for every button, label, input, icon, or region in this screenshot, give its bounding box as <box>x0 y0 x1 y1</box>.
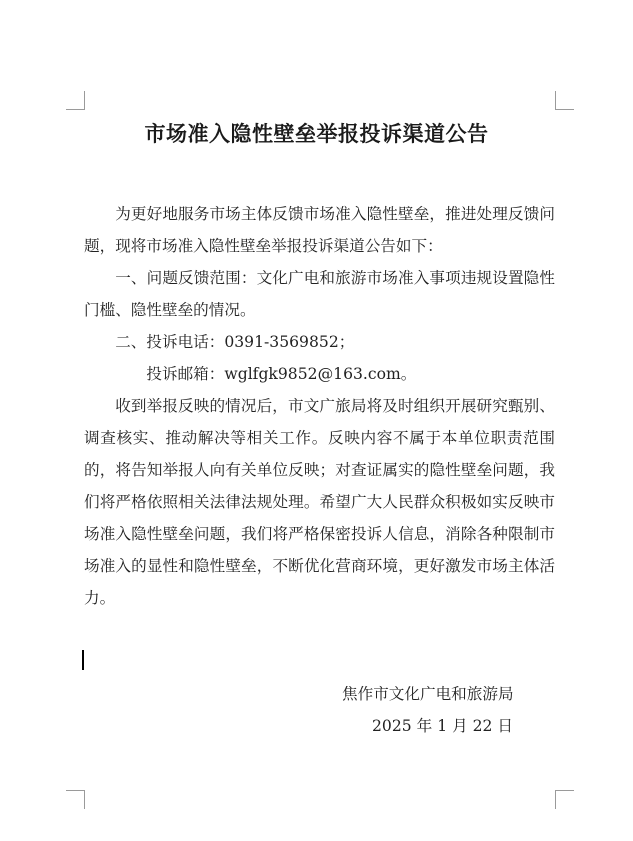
crop-mark-bottom-left <box>66 790 85 809</box>
document-title: 市场准入隐性壁垒举报投诉渠道公告 <box>144 121 489 146</box>
paragraph-scope: 一、问题反馈范围：文化广电和旅游市场准入事项违规设置隐性门槛、隐性壁垒的情况。 <box>84 269 555 319</box>
text-cursor <box>82 650 84 670</box>
paragraph-handling: 收到举报反映的情况后，市文广旅局将及时组织开展研究甄别、调查核实、推动解决等相关工作。反映内容不属于本单位职责范围的，将告知举报人向有关单位反映；对查证属实的隐性壁垒问题，我们将严格依照相关法律法规处理。希望广大人民群众积极如实反映市场准入隐性壁垒问题，我们将严格保密投诉人信息，消除各种限制市场准入的显性和隐性壁垒，不断优化营商环境，更好激发市场主体活力。 <box>84 397 555 607</box>
paragraph-intro: 为更好地服务市场主体反馈市场准入隐性壁垒，推进处理反馈问题，现将市场准入隐性壁垒举报投诉渠道公告如下： <box>84 205 555 255</box>
signature-date: 2025 年 1 月 22 日 <box>372 717 514 735</box>
document-body <box>84 198 555 614</box>
paragraph-email: 投诉邮箱：wglfgk9852@163.com。 <box>146 365 417 383</box>
crop-mark-bottom-right <box>555 790 574 809</box>
crop-mark-top-left <box>66 91 85 110</box>
paragraph-phone: 二、投诉电话：0391-3569852； <box>115 333 355 351</box>
signature-organization: 焦作市文化广电和旅游局 <box>342 685 514 703</box>
crop-mark-top-right <box>555 91 574 110</box>
